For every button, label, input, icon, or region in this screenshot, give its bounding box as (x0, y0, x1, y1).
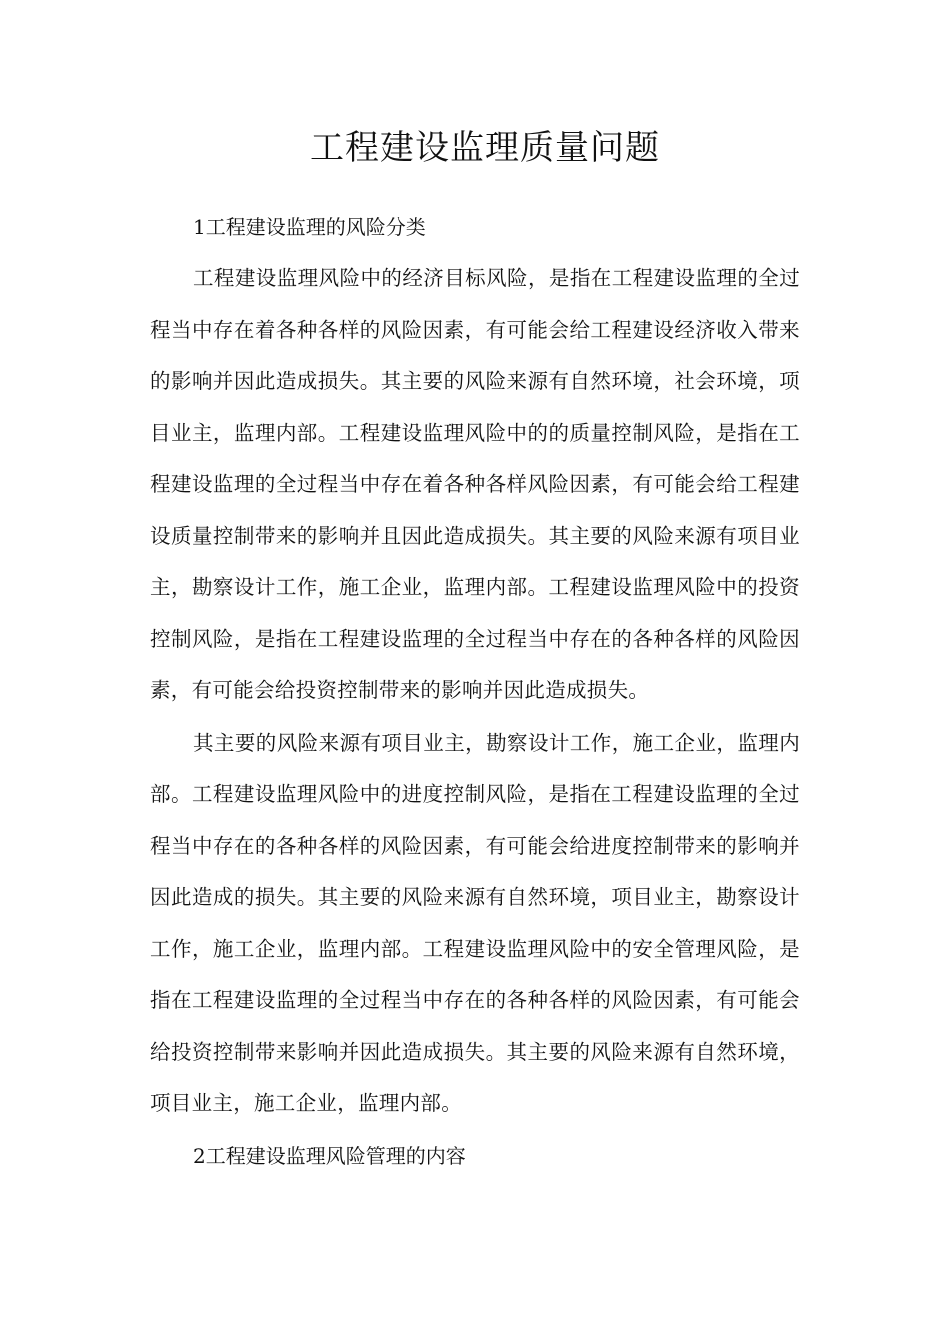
document-content (150, 118, 800, 1182)
document-title: 工程建设监理质量问题 (310, 128, 660, 168)
section-heading-1: 1工程建设监理的风险分类 (193, 215, 426, 239)
section-heading-2: 2工程建设监理风险管理的内容 (193, 1143, 466, 1168)
body-paragraph-1: 工程建设监理风险中的经济目标风险，是指在工程建设监理的全过程当中存在着各种各样的风险因素，有可能会给工程建设经济收入带来的影响并因此造成损失。其主要的风险来源有自然环境，社会环境，项目业主，监理内部。工程建设监理风险中的的质量控制风险，是指在工程建设监理的全过程当中存在着各种各样风险因素，有可能会给工程建设质量控制带来的影响并且因此造成损失。其主要的风险来源有项目业主，勘察设计工作，施工企业，监理内部。工程建设监理风险中的投资控制风险，是指在工程建设监理的全过程当中存在的各种各样的风险因素，有可能会给投资控制带来的影响并因此造成损失。 (150, 266, 800, 702)
body-paragraph-2: 其主要的风险来源有项目业主，勘察设计工作，施工企业，监理内部。工程建设监理风险中的进度控制风险，是指在工程建设监理的全过程当中存在的各种各样的风险因素，有可能会给进度控制带来的影响并因此造成的损失。其主要的风险来源有自然环境，项目业主，勘察设计工作，施工企业，监理内部。工程建设监理风险中的安全管理风险，是指在工程建设监理的全过程当中存在的各种各样的风险因素，有可能会给投资控制带来影响并因此造成损失。其主要的风险来源有自然环境，项目业主，施工企业，监理内部。 (150, 730, 800, 1115)
